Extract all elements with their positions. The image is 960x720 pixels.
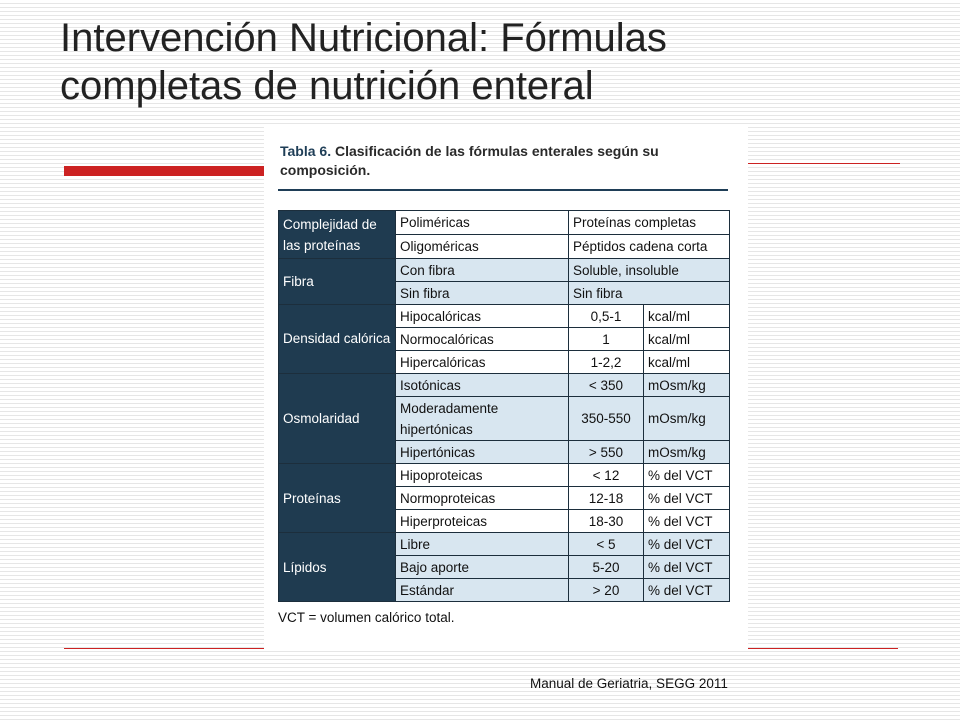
- value-cell: 1-2,2: [569, 351, 644, 374]
- type-cell: Hipercalóricas: [396, 351, 569, 374]
- value-cell: 350-550: [569, 397, 644, 441]
- unit-cell: kcal/ml: [644, 305, 730, 328]
- type-cell: Estándar: [396, 579, 569, 602]
- type-cell: Hipocalóricas: [396, 305, 569, 328]
- type-cell: Hipertónicas: [396, 441, 569, 464]
- table-row: [279, 211, 730, 235]
- category-cell: Proteínas: [279, 464, 396, 533]
- table-row: [279, 464, 730, 487]
- type-cell: Sin fibra: [396, 282, 569, 305]
- unit-cell: % del VCT: [644, 533, 730, 556]
- unit-cell: mOsm/kg: [644, 374, 730, 397]
- value-cell: < 350: [569, 374, 644, 397]
- unit-cell: % del VCT: [644, 464, 730, 487]
- accent-bar: [64, 166, 270, 176]
- unit-cell: % del VCT: [644, 487, 730, 510]
- table-caption-label: Tabla 6.: [280, 143, 332, 159]
- table-row: [279, 305, 730, 328]
- value-cell: > 550: [569, 441, 644, 464]
- value-cell: < 12: [569, 464, 644, 487]
- category-cell: Densidad calórica: [279, 305, 396, 374]
- type-cell: Oligoméricas: [396, 235, 569, 259]
- table-row: [279, 259, 730, 282]
- unit-cell: % del VCT: [644, 579, 730, 602]
- value-cell: 0,5-1: [569, 305, 644, 328]
- unit-cell: kcal/ml: [644, 328, 730, 351]
- unit-cell: kcal/ml: [644, 351, 730, 374]
- accent-line-top: [744, 163, 900, 164]
- value-cell: Soluble, insoluble: [569, 259, 730, 282]
- category-cell: Fibra: [279, 259, 396, 305]
- type-cell: Poliméricas: [396, 211, 569, 235]
- type-cell: Libre: [396, 533, 569, 556]
- table-caption: [280, 142, 730, 180]
- type-cell: Moderadamente hipertónicas: [396, 397, 569, 441]
- table-figure: [264, 126, 748, 650]
- table-row: [279, 533, 730, 556]
- value-cell: > 20: [569, 579, 644, 602]
- table-caption-text: Clasificación de las fórmulas enterales según su composición.: [280, 143, 659, 178]
- value-cell: 1: [569, 328, 644, 351]
- unit-cell: mOsm/kg: [644, 397, 730, 441]
- unit-cell: % del VCT: [644, 556, 730, 579]
- category-cell: Osmolaridad: [279, 374, 396, 464]
- value-cell: 5-20: [569, 556, 644, 579]
- value-cell: 18-30: [569, 510, 644, 533]
- category-cell: Complejidad de las proteínas: [279, 211, 396, 259]
- caption-rule: [278, 189, 728, 191]
- type-cell: Normoproteicas: [396, 487, 569, 510]
- value-cell: < 5: [569, 533, 644, 556]
- value-cell: Sin fibra: [569, 282, 730, 305]
- category-cell: Lípidos: [279, 533, 396, 602]
- table-footnote: VCT = volumen calórico total.: [278, 610, 455, 625]
- table-row: [279, 374, 730, 397]
- value-cell: 12-18: [569, 487, 644, 510]
- value-cell: Proteínas completas: [569, 211, 730, 235]
- type-cell: Hipoproteicas: [396, 464, 569, 487]
- slide-title: [60, 14, 920, 110]
- composition-table: [278, 210, 730, 602]
- unit-cell: mOsm/kg: [644, 441, 730, 464]
- slide-title-line-1: Intervención Nutricional: Fórmulas: [60, 16, 667, 60]
- type-cell: Normocalóricas: [396, 328, 569, 351]
- type-cell: Isotónicas: [396, 374, 569, 397]
- value-cell: Péptidos cadena corta: [569, 235, 730, 259]
- slide-title-line-2: completas de nutrición enteral: [60, 64, 594, 108]
- type-cell: Hiperproteicas: [396, 510, 569, 533]
- source-citation: Manual de Geriatria, SEGG 2011: [530, 676, 728, 691]
- unit-cell: % del VCT: [644, 510, 730, 533]
- type-cell: Con fibra: [396, 259, 569, 282]
- type-cell: Bajo aporte: [396, 556, 569, 579]
